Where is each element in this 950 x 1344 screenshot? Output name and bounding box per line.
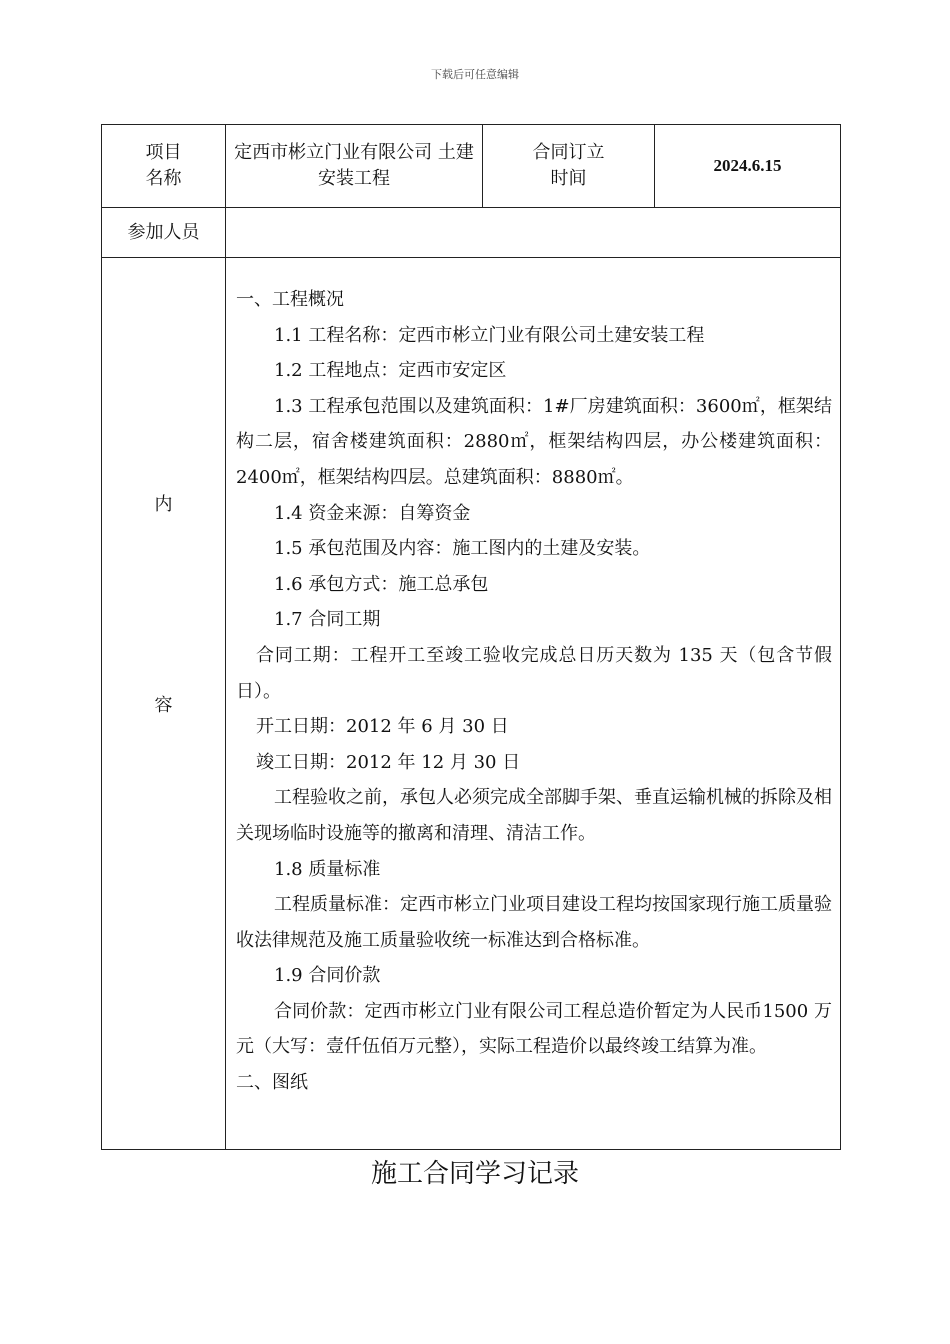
content-label [102,258,226,1150]
participants-label-text: 参加人员 [127,221,200,243]
content-body[interactable] [226,258,841,1150]
start-date: 开工日期：2012 年 6 月 30 日 [256,716,509,738]
item-1-3: 1.3 工程承包范围以及建筑面积：1#厂房建筑面积：3600㎡，框架结构二层，宿舍楼建筑面积：2880㎡，框架结构四层，办公楼建筑面积：2400㎡，框架结构四层。总建筑面积：8880㎡。 [236,395,832,488]
contract-date-text: 2024.6.15 [713,156,782,175]
acceptance-note: 工程验收之前，承包人必须完成全部脚手架、垂直运输机械的拆除及相关现场临时设施等的撤离和清理、清洁工作。 [236,787,832,844]
contract-period: 合同工期：工程开工至竣工验收完成总日历天数为 135 天（包含节假日）。 [236,644,832,702]
contract-time-label-text: 合同订立 时间 [532,142,605,189]
project-name-value[interactable] [226,125,483,208]
contract-study-table [101,124,841,1150]
completion-date: 竣工日期：2012 年 12 月 30 日 [256,751,521,773]
contract-time-value[interactable] [655,125,841,208]
item-1-6: 1.6 承包方式：施工总承包 [274,573,489,595]
item-1-4: 1.4 资金来源：自筹资金 [274,502,471,524]
contract-time-label [483,125,655,208]
participants-value[interactable] [226,208,841,258]
project-name-text: 定西市彬立门业有限公司 土建安装工程 [234,142,474,189]
project-name-label [102,125,226,208]
item-1-7: 1.7 合同工期 [274,609,381,631]
quality-standard: 工程质量标准：定西市彬立门业项目建设工程均按国家现行施工质量验收法律规范及施工质量验收统一标准达到合格标准。 [236,894,832,951]
section-1-heading: 一、工程概况 [236,289,344,310]
header-note: 下载后可任意编辑 [431,68,519,81]
document-title: 施工合同学习记录 [370,1159,579,1189]
project-name-label-text: 项目 名称 [145,142,182,189]
item-1-1: 1.1 工程名称：定西市彬立门业有限公司土建安装工程 [274,324,705,346]
item-1-5: 1.5 承包范围及内容：施工图内的土建及安装。 [274,538,651,560]
item-1-9: 1.9 合同价款 [274,965,381,987]
content-label-char-1: 内 [154,494,173,515]
content-label-char-2: 容 [154,695,173,716]
item-1-8: 1.8 质量标准 [274,858,381,880]
contract-price: 合同价款：定西市彬立门业有限公司工程总造价暂定为人民币1500 万元（大写：壹仟伍佰万元整），实际工程造价以最终竣工结算为准。 [236,1000,832,1058]
item-1-2: 1.2 工程地点：定西市安定区 [274,360,507,382]
section-2-heading: 二、图纸 [236,1072,308,1094]
participants-label [102,208,226,258]
